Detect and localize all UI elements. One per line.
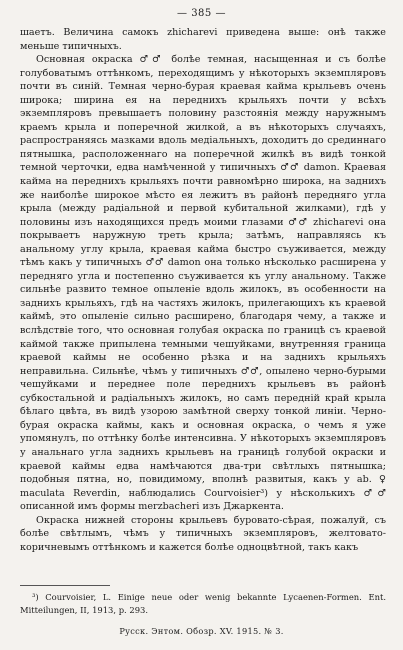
footnote <box>20 591 386 616</box>
footnote-rule <box>20 585 110 586</box>
body-text <box>20 26 386 554</box>
journal-footer: Русск. Энтом. Обозр. XV. 1915. № 3. <box>119 626 284 636</box>
paragraph-2: Основная окраска ♂♂ болѣе темная, насыщенная и съ болѣе голубоватымъ оттѣнкомъ, переходящимъ у нѣкоторыхъ экземпляровъ почти въ синій. Темная черно-бурая краевая кайма крыльевъ очень широка; ширина ея на переднихъ крыльяхъ почти у всѣхъ экземпляровъ превышаетъ половину разстоянія между наружнымъ краемъ крыла и поперечной жилкой, а въ нѣкоторыхъ случаяхъ, распространяясь мазками вдоль медіальныхъ, доходитъ до срединнаго пятнышка, расположеннаго на поперечной жилкѣ въ видѣ тонкой темной черточки, едва намѣченной у типичныхъ ♂♂ damon. Краевая кайма на переднихъ крыльяхъ почти равномѣрно широка, на заднихъ же наиболѣе широкое мѣсто ея лежитъ въ районѣ переднягo угла крыла (между радіальной и первой кубитальной жилками), гдѣ у половины изъ находящихся предъ моими глазами ♂♂ zhicharevi она покрываетъ наружную треть крыла; затѣмъ, направляясь къ анальному углу крыла, краевая кайма быстро съуживается, между тѣмъ какъ у типичныхъ ♂♂ damon она только нѣсколько расширена у передняго угла и постепенно съуживается къ углу анальному. Также сильнѣе развито темное опыленіе вдоль жилокъ, въ особенности на заднихъ крыльяхъ, гдѣ на частяхъ жилокъ, прилегающихъ къ краевой каймѣ, это опыленіе сильно расширено, благодаря чему, а также и вслѣдствіе того, что основная голубая окраска по границѣ съ краевой каймой также припылена темными чешуйками, внутренняя граница краевой каймы не особенно рѣзка и на заднихъ крыльяхъ неправильна. Сильнѣе, чѣмъ у типичныхъ ♂♂, опылено черно-бурыми чешуйками и переднее поле переднихъ крыльевъ въ районѣ субкостальной и радіальныхъ жилокъ, но самъ передній край крыла бѣлаго цвѣта, въ видѣ узорою замѣтной сверху тонкой линіи. Черно-бурая окраска каймы, какъ и основная окраска, о чемъ я уже упомянулъ, по оттѣнку болѣе интенсивна. У нѣкоторыхъ экземпляровъ у анальнаго угла заднихъ крыльевъ на границѣ голубой окраски и краевой каймы едва намѣчаются два-три свѣтлыхъ пятнышка; подобныя пятна, но, повидимому, вполнѣ развитыя, какъ у ab. ♀ maculata Reverdin, наблюдались Courvoisier³) у нѣсколькихъ ♂♂ описанной имъ формы merzbacheri изъ Джаркента. <box>20 54 386 513</box>
page-number: — 385 — <box>177 8 226 19</box>
footnote-text: Courvoisier, L. Einige neue oder wenig bekannte Lycaenen-Formen. Ent. Mitteilungen, II, 1913, p. 293. <box>20 592 386 615</box>
paragraph-1: шаетъ. Величина самокъ zhicharevi приведена выше: онѣ также меньше типичныхъ. <box>20 27 386 52</box>
paragraph-3: Окраска нижней стороны крыльевъ буровато-сѣрая, пожалуй, съ болѣе свѣтлымъ, чѣмъ у типичныхъ экземпляровъ, желтовато-коричневымъ оттѣнкомъ и кажется болѣе одноцвѣтной, такъ какъ <box>20 514 386 553</box>
footnote-marker: ³) <box>32 592 39 602</box>
